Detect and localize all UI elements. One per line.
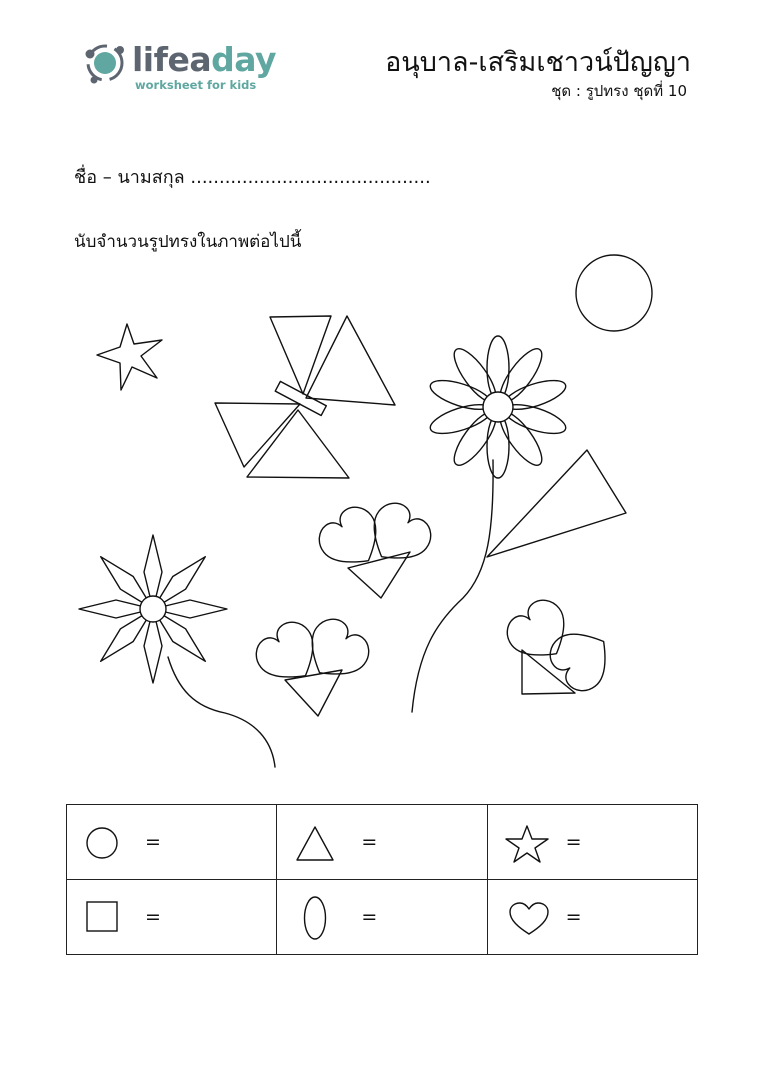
instruction-text: นับจำนวนรูปทรงในภาพต่อไปนี้ xyxy=(74,232,302,252)
name-field-line: ชื่อ – นามสกุล .......................................... xyxy=(74,167,431,188)
equals-sign: = xyxy=(361,831,378,853)
star-icon xyxy=(504,824,550,864)
shape-count-table xyxy=(66,804,698,955)
count-cell-circle[interactable] xyxy=(67,805,277,880)
equals-sign: = xyxy=(145,831,161,853)
shape-picture xyxy=(0,240,763,780)
star-shape xyxy=(97,324,162,390)
count-cell-square[interactable] xyxy=(67,880,277,955)
count-cell-oval[interactable] xyxy=(277,880,487,955)
equals-sign: = xyxy=(145,906,161,928)
logo-tagline: worksheet for kids xyxy=(135,78,257,92)
oval-icon xyxy=(302,895,328,941)
count-cell-star[interactable] xyxy=(487,805,697,880)
count-cell-triangle[interactable] xyxy=(277,805,487,880)
page-title: อนุบาล-เสริมเชาวน์ปัญญา xyxy=(385,47,691,78)
flower-diamond-petals xyxy=(79,535,275,767)
butterfly-shape xyxy=(215,316,395,478)
circle-icon xyxy=(85,826,119,860)
equals-sign: = xyxy=(565,831,582,853)
count-cell-heart[interactable] xyxy=(487,880,697,955)
heart-group-top xyxy=(312,496,439,598)
triangle-icon xyxy=(295,824,335,862)
brand-logo xyxy=(82,38,282,98)
logo-wordmark: lifeaday xyxy=(132,40,277,79)
table-row xyxy=(67,880,698,955)
square-icon xyxy=(85,900,119,934)
sun-circle xyxy=(576,255,652,331)
equals-sign: = xyxy=(565,906,582,928)
table-row xyxy=(67,805,698,880)
page-subtitle: ชุด : รูปทรง ชุดที่ 10 xyxy=(551,82,687,100)
heart-group-right xyxy=(500,593,623,699)
flower-oval-petals xyxy=(412,336,626,712)
heart-icon xyxy=(508,901,550,937)
equals-sign: = xyxy=(361,906,378,928)
heart-group-bottom xyxy=(249,612,377,716)
molecule-logo-icon xyxy=(82,40,130,88)
